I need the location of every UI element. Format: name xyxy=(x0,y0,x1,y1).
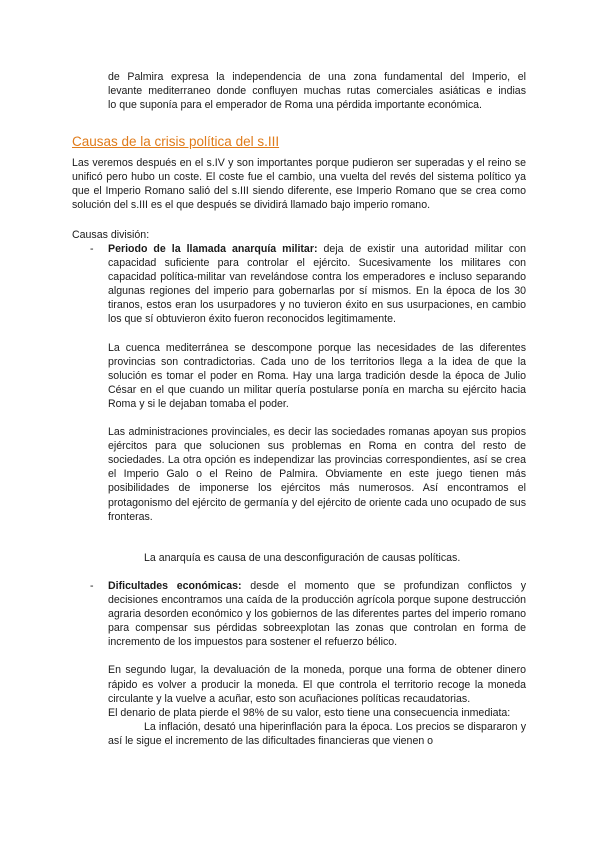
section-paragraph: Las veremos después en el s.IV y son importantes porque pudieron ser superadas y el reino se unificó pero hubo un coste. El coste fue el cambio, una vuelta del revés del sistema político ya que el Imperio Romano salió del s.III siendo diferente, ese Imperio Romano que se crea como solución del s.III es el que después se dividirá llamado bajo imperio romano. xyxy=(72,157,526,212)
list-item-dificultades xyxy=(108,579,526,748)
intro-line: de Palmira expresa la independencia de una zona fundamental del Imperio, el xyxy=(108,71,526,83)
item-paragraph: El denario de plata pierde el 98% de su valor, esto tiene una consecuencia inmediata: xyxy=(108,706,511,719)
item-note: La anarquía es causa de una desconfiguración de causas políticas. xyxy=(144,552,461,564)
item-paragraph: Las administraciones provinciales, es decir las sociedades romanas apoyan sus propios ejércitos para que solucionen sus problemas en Roma en contra del resto de sociedades. La otra opción es independizar las provincias correspondientes, así se crea el Imperio Galo o el Reino de Palmira. Obviamente en este juego tienen más posibilidades de imponerse los ejércitos más numerosos. Así encontramos el protagonismo del ejército de germanía y del ejército de oriente cada uno ocupado de sus fronteras. xyxy=(108,426,526,523)
list-item-anarquia xyxy=(108,242,526,524)
item-intro xyxy=(108,579,526,649)
intro-line: lo que suponía para el emperador de Roma una pérdida importante económica. xyxy=(108,99,482,112)
item-title: Periodo de la llamada anarquía militar: xyxy=(108,243,318,255)
bullet-marker: - xyxy=(90,243,94,255)
item-paragraph: La inflación, desató una hiperinflación para la época. Los precios se dispararon y así le sigue el incremento de las dificultades financieras que vienen o xyxy=(108,720,526,747)
item-paragraph: En segundo lugar, la devaluación de la moneda, porque una forma de obtener dinero rápido es volver a producir la moneda. El que controla el territorio recoge la moneda circulante y la vuelve a acuñar, esto son acuñaciones políticas recaudatorias. xyxy=(108,664,526,705)
causas-label: Causas división: xyxy=(72,229,150,241)
item-text: desde el momento que se profundizan conflictos y decisiones encontramos una caída de la producción agrícola porque supone destrucción agraria desorden económico y los gobiernos de las diferentes partes del imperio romano para compensar sus pérdidas sobreexplotan las zonas que controlan en forma de incremento de los impuestos para sostener el refuerzo bélico. xyxy=(108,580,526,649)
intro-line: levante mediterraneo donde confluyen muchas rutas comerciales asiáticas e indias xyxy=(108,85,526,98)
bullet-marker: - xyxy=(90,580,94,592)
item-text: deja de existir una autoridad militar con capacidad suficiente para controlar el ejército. Sucesivamente los militares con capacidad política-militar van revelándose contra los emperadores e incluso separando algunas regiones del imperio para gobernarlas por sí mismos. En la época de los 30 tiranos, estos eran los usurpadores y no tuvieron éxito en sus usurpaciones, en cambio los que sí obtuvieron éxito fueron reconocidos legitimamente. xyxy=(108,243,526,326)
intro-paragraph xyxy=(108,70,526,112)
item-intro xyxy=(108,242,526,327)
section-heading: Causas de la crisis política del s.III xyxy=(72,134,280,149)
item-paragraph: La cuenca mediterránea se descompone porque las necesidades de las diferentes provincias son contradictorias. Cada uno de los territorios llega a la idea de que la solución es tomar el poder en Roma. Hay una larga tradición desde la época de Julio César en el que cuando un militar quería postularse ponía en marcha su ejército hacia Roma y si le dejaban tomaba el poder. xyxy=(108,341,526,410)
item-title: Dificultades económicas: xyxy=(108,580,242,592)
